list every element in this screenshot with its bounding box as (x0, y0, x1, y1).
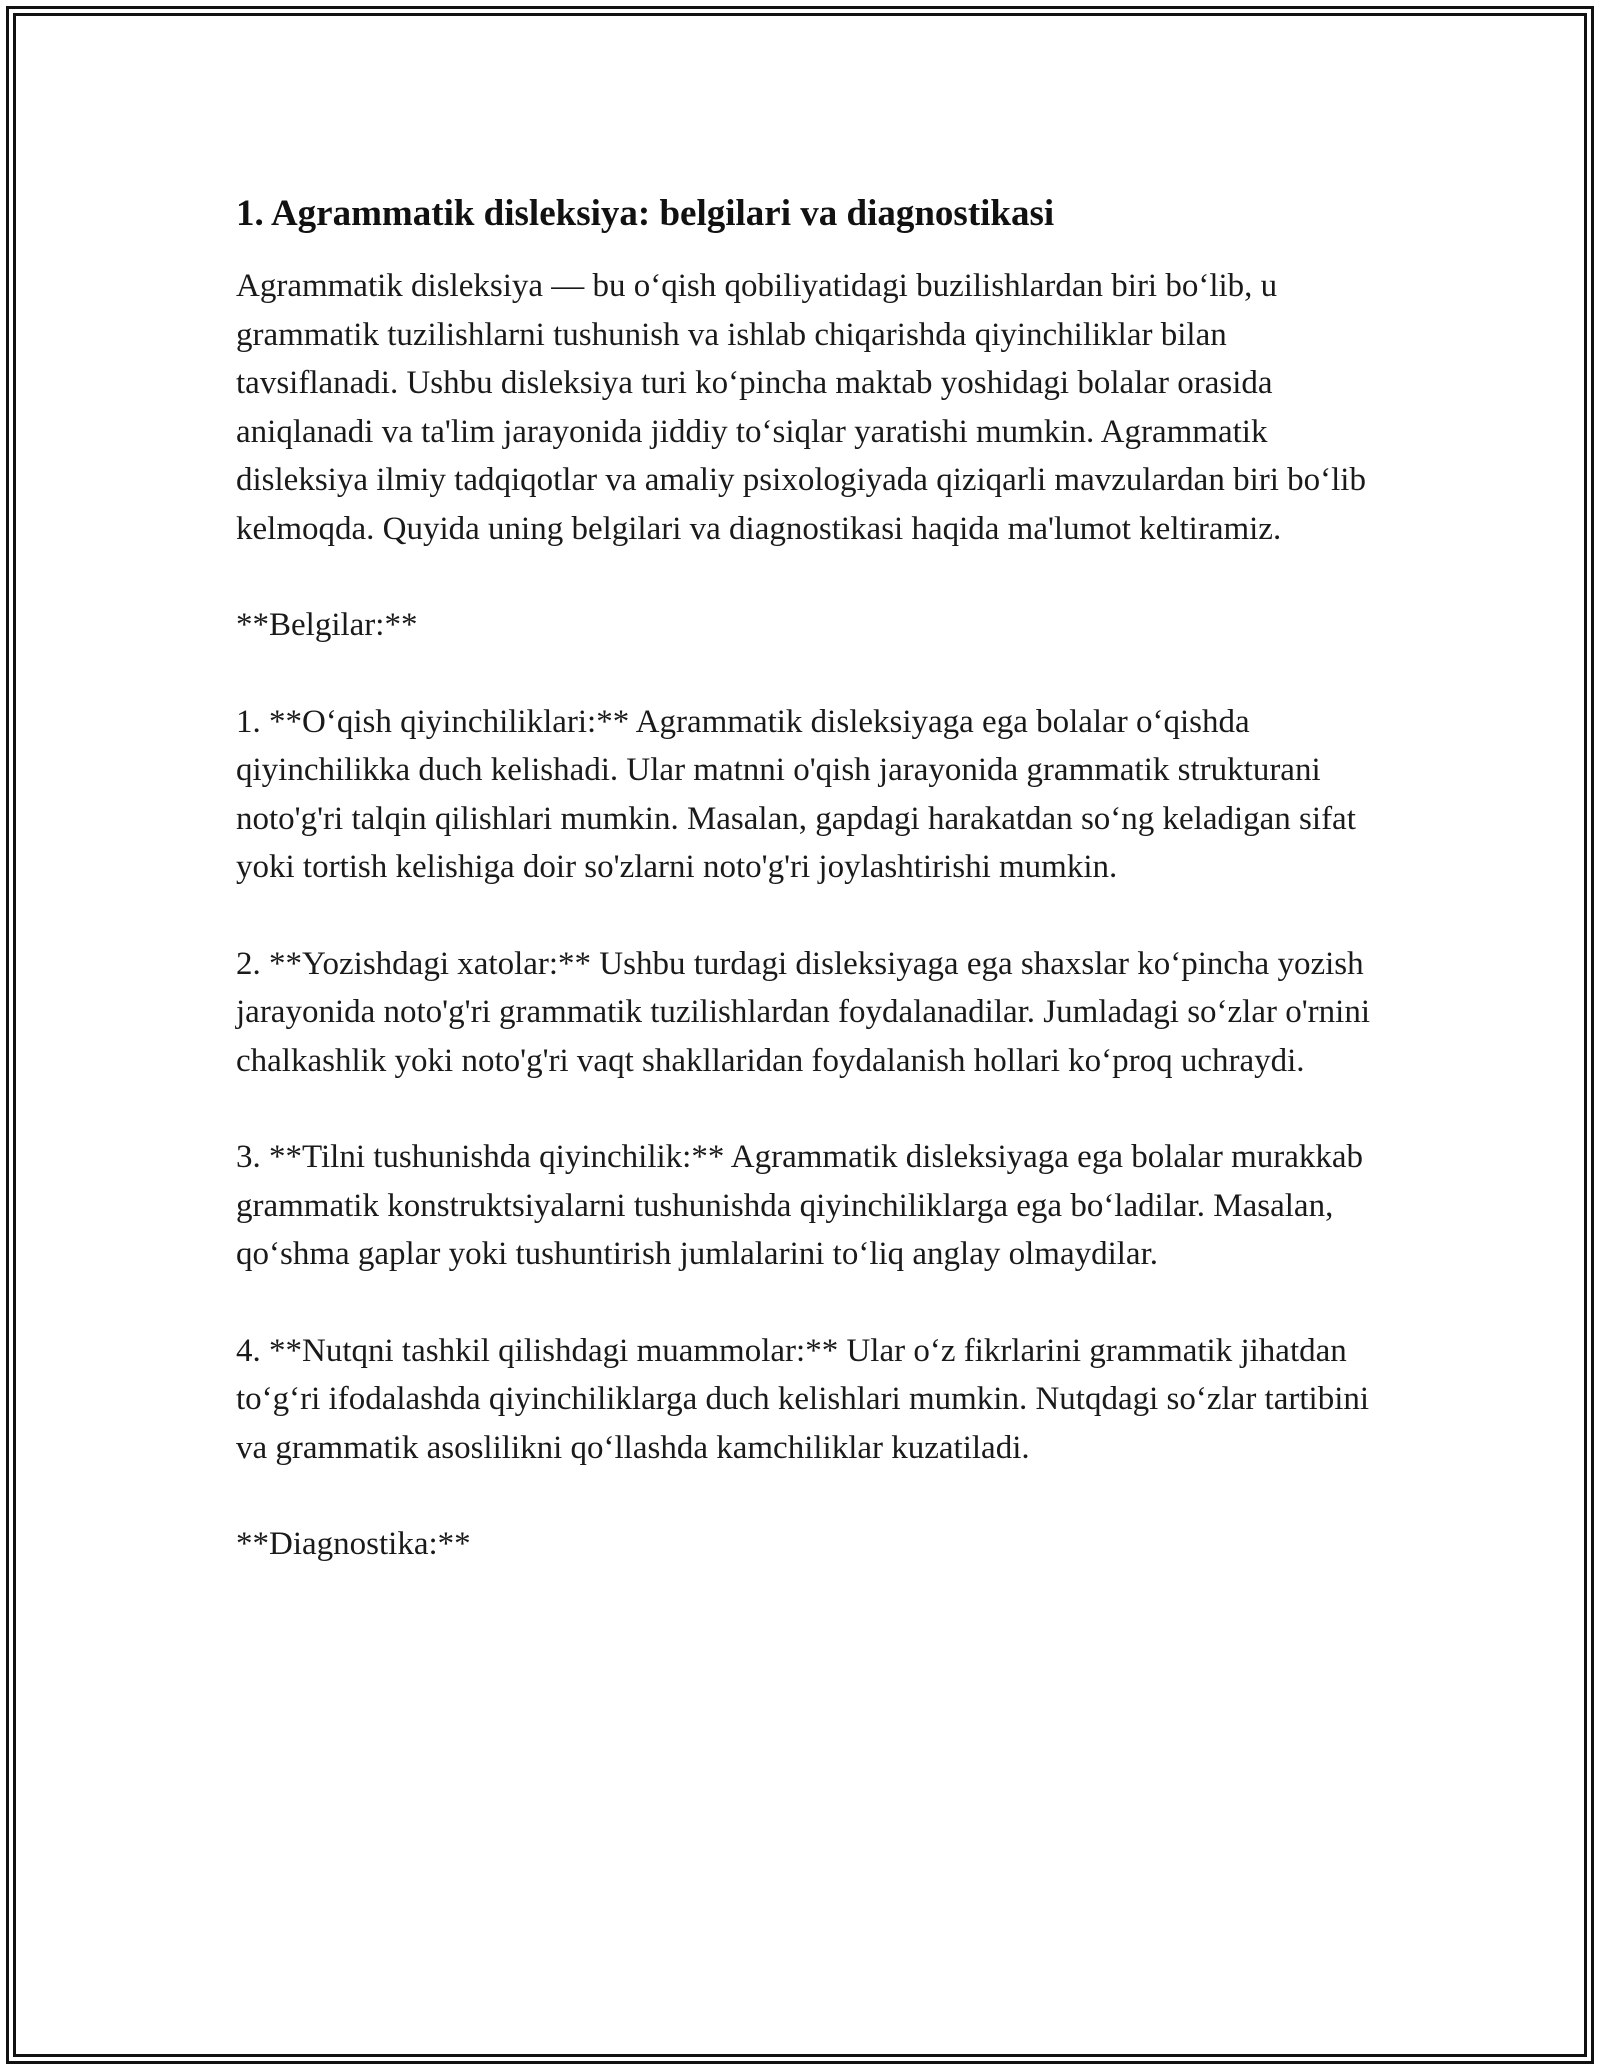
document-heading: 1. Agrammatik disleksiya: belgilari va diagnostikasi (236, 193, 1055, 234)
sign-item-reading: 1. **O‘qish qiyinchiliklari:** Agrammatik disleksiyaga ega bolalar o‘qishda qiyinchilikka duch kelishadi. Ular matnni o'qish jarayonida grammatik strukturani noto'g'ri talqin qilishlari mumkin. Masalan, gapdagi harakatdan so‘ng keladigan sifat yoki tortish kelishiga doir so'zlarni noto'g'ri joylashtirishi mumkin. (236, 703, 1356, 885)
diagnostics-label: **Diagnostika:** (236, 1526, 471, 1562)
intro-paragraph: Agrammatik disleksiya — bu o‘qish qobiliyatidagi buzilishlardan biri bo‘lib, u grammatik tuzilishlarni tushunish va ishlab chiqarishda qiyinchiliklar bilan tavsiflanadi. Ushbu disleksiya turi ko‘pincha maktab yoshidagi bolalar orasida aniqlanadi va ta'lim jarayonida jiddiy to‘siqlar yaratishi mumkin. Agrammatik disleksiya ilmiy tadqiqotlar va amaliy psixologiyada qiziqarli mavzulardan biri bo‘lib kelmoqda. Quyida uning belgilari va diagnostikasi haqida ma'lumot keltiramiz. (236, 268, 1366, 547)
sign-item-writing: 2. **Yozishdagi xatolar:** Ushbu turdagi disleksiyaga ega shaxslar ko‘pincha yozish jarayonida noto'g'ri grammatik tuzilishlardan foydalanadilar. Jumladagi so‘zlar o'rnini chalkashlik yoki noto'g'ri vaqt shakllaridan foydalanish hollari ko‘proq uchraydi. (236, 945, 1371, 1079)
sign-item-speech: 4. **Nutqni tashkil qilishdagi muammolar:** Ular o‘z fikrlarini grammatik jihatdan to‘g‘ri ifodalashda qiyinchiliklarga duch kelishlari mumkin. Nutqdagi so‘zlar tartibini va grammatik asoslilikni qo‘llashda kamchiliklar kuzatiladi. (236, 1332, 1370, 1466)
signs-label: **Belgilar:** (236, 607, 418, 643)
document-body (236, 188, 1376, 1617)
sign-item-comprehension: 3. **Tilni tushunishda qiyinchilik:** Agrammatik disleksiyaga ega bolalar murakkab grammatik konstruktsiyalarni tushunishda qiyinchiliklarga ega bo‘ladilar. Masalan, qo‘shma gaplar yoki tushuntirish jumlalarini to‘liq anglay olmaydilar. (236, 1139, 1364, 1272)
